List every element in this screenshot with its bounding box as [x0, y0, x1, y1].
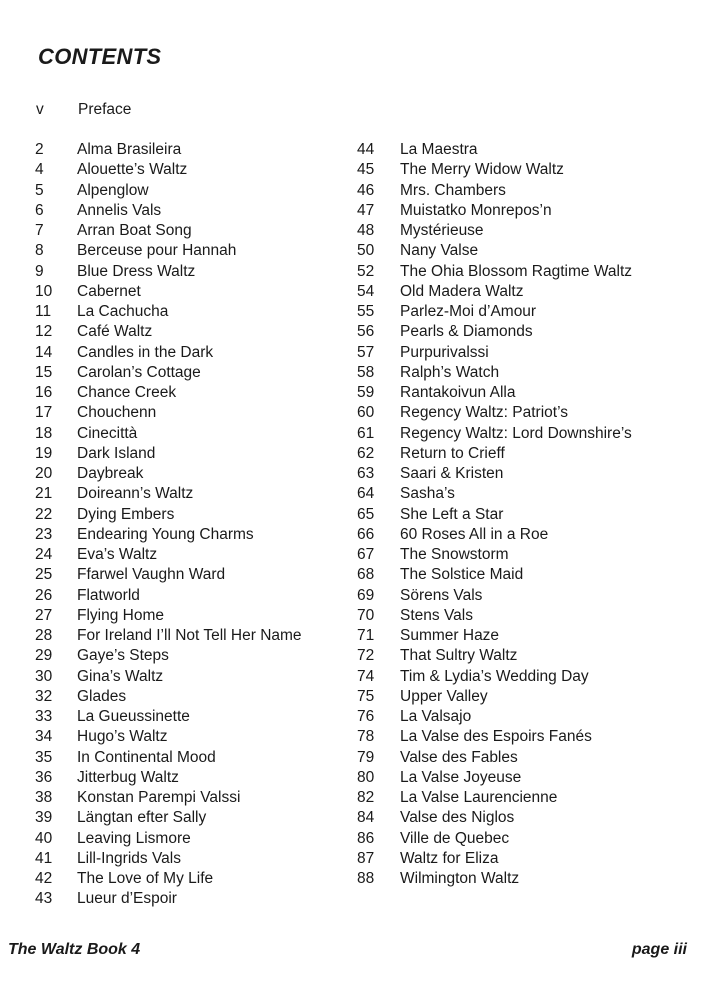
tune-title: Preface [78, 101, 132, 118]
page-number: 88 [357, 870, 375, 887]
page-number: 34 [35, 728, 53, 746]
tune-title: Old Madera Waltz [400, 282, 524, 300]
page-number: 25 [35, 566, 53, 584]
page-number: 48 [357, 222, 375, 239]
page-number: 46 [357, 181, 375, 199]
tune-title: The Love of My Life [77, 870, 214, 887]
tune-title: Ville de Quebec [400, 829, 510, 847]
tune-title: Alouette’s Waltz [77, 161, 188, 179]
page-number: 55 [357, 303, 375, 320]
page-number: 36 [35, 768, 53, 786]
page-number: 44 [357, 141, 375, 158]
tune-title: The Solstice Maid [400, 566, 524, 584]
page-number: 29 [35, 647, 53, 665]
page-number: 21 [35, 485, 53, 503]
tune-title: Café Waltz [77, 323, 153, 341]
page-number: 74 [357, 667, 375, 685]
tune-title: Konstan Parempi Valssi [77, 789, 241, 806]
page-number: 69 [357, 586, 375, 604]
page-number: 68 [357, 566, 375, 584]
page-number: 58 [357, 363, 375, 381]
tune-title: Mrs. Chambers [400, 181, 506, 199]
page-number: 50 [357, 242, 375, 260]
page-number: 57 [357, 343, 375, 361]
tune-title: Ralph’s Watch [400, 363, 500, 381]
tune-title: Eva’s Waltz [77, 546, 158, 563]
tune-title: Purpurivalssi [400, 343, 489, 361]
tune-title: Ffarwel Vaughn Ward [77, 566, 226, 584]
page-number: 28 [35, 627, 53, 644]
page-number: 70 [357, 606, 375, 624]
page-number: v [36, 101, 44, 118]
tune-title: Nany Valse [400, 242, 479, 260]
page-number: 76 [357, 708, 375, 725]
page-number: 17 [35, 404, 53, 422]
page-number: 24 [35, 546, 53, 563]
tune-title: Arran Boat Song [77, 222, 192, 239]
page-number: 14 [35, 343, 53, 361]
page-number: 60 [357, 404, 375, 422]
page-number: 16 [35, 384, 53, 401]
tune-title: Lill-Ingrids Vals [77, 849, 181, 867]
tune-title: Glades [77, 687, 127, 705]
tune-title: Längtan efter Sally [77, 809, 207, 827]
tune-title: La Gueussinette [77, 708, 190, 725]
tune-title: Stens Vals [400, 606, 473, 624]
page-number: 67 [357, 546, 375, 563]
page-number: 7 [35, 222, 44, 239]
page-number: 23 [35, 525, 53, 543]
page-number: 20 [35, 465, 53, 482]
tune-title: Alma Brasileira [77, 141, 182, 158]
tune-title: La Cachucha [77, 303, 169, 320]
page-number: 38 [35, 789, 53, 806]
tune-title: Carolan’s Cottage [77, 363, 201, 381]
tune-title: Wilmington Waltz [400, 870, 520, 887]
page-number: 84 [357, 809, 375, 827]
page-number: 30 [35, 667, 53, 685]
tune-title: Saari & Kristen [400, 465, 504, 482]
tune-title: La Valse Joyeuse [400, 768, 522, 786]
tune-title: Sörens Vals [400, 586, 483, 604]
book-title: The Waltz Book 4 [8, 941, 141, 958]
tune-title: Berceuse pour Hannah [77, 242, 237, 260]
tune-title: La Valse des Espoirs Fanés [400, 728, 592, 746]
tune-title: Dying Embers [77, 505, 175, 523]
tune-title: Chance Creek [77, 384, 177, 401]
page-number: 40 [35, 829, 53, 847]
tune-title: Parlez-Moi d’Amour [400, 303, 537, 320]
page-number: 56 [357, 323, 375, 341]
page-number: 15 [35, 363, 53, 381]
tune-title: Flatworld [77, 586, 140, 604]
tune-title: La Valsajo [400, 708, 472, 725]
page-number: 12 [35, 323, 53, 341]
tune-title: Flying Home [77, 606, 164, 624]
tune-title: Return to Crieff [400, 444, 505, 462]
tune-title: Cinecittà [77, 424, 138, 442]
tune-title: Leaving Lismore [77, 829, 191, 847]
page-number: 54 [357, 282, 375, 300]
tune-title: Dark Island [77, 444, 156, 462]
page-number: 75 [357, 687, 375, 705]
tune-title: La Valse Laurencienne [400, 789, 558, 806]
tune-title: Annelis Vals [77, 201, 162, 219]
page-number: 62 [357, 444, 375, 462]
tune-title: Tim & Lydia’s Wedding Day [400, 667, 589, 685]
tune-title: Candles in the Dark [77, 343, 214, 361]
page-number: 82 [357, 789, 375, 806]
page-number: 71 [357, 627, 375, 644]
tune-title: Chouchenn [77, 404, 157, 422]
tune-title: Waltz for Eliza [400, 849, 499, 867]
tune-title: Daybreak [77, 465, 144, 482]
page-number: 86 [357, 829, 375, 847]
tune-title: La Maestra [400, 141, 478, 158]
page-number: 63 [357, 465, 375, 482]
page-number: 18 [35, 424, 53, 442]
page-number: 33 [35, 708, 53, 725]
page-number: 35 [35, 748, 53, 766]
page-number: 45 [357, 161, 375, 179]
page-number: 26 [35, 586, 53, 604]
page-number: 2 [35, 141, 44, 158]
page-number: 42 [35, 870, 53, 887]
page-number: 6 [35, 201, 44, 219]
page-number: 27 [35, 606, 53, 624]
page-number: 59 [357, 384, 375, 401]
tune-title: Muistatko Monrepos’n [400, 201, 552, 219]
tune-title: Valse des Fables [400, 748, 518, 766]
page-number: 87 [357, 849, 375, 867]
page-number: 64 [357, 485, 375, 503]
tune-title: Regency Waltz: Lord Downshire’s [400, 424, 632, 442]
tune-title: Gaye’s Steps [77, 647, 169, 665]
tune-title: The Ohia Blossom Ragtime Waltz [400, 262, 633, 280]
page-number: 19 [35, 444, 53, 462]
page-number: 78 [357, 728, 375, 746]
page-number: 43 [35, 890, 53, 908]
page-number: 22 [35, 505, 53, 523]
tune-title: Rantakoivun Alla [400, 384, 516, 401]
page-number: 41 [35, 849, 53, 867]
page-number: 65 [357, 505, 375, 523]
tune-title: Gina’s Waltz [77, 667, 164, 685]
tune-title: Valse des Niglos [400, 809, 515, 827]
page-number: 79 [357, 748, 375, 766]
tune-title: Regency Waltz: Patriot’s [400, 404, 568, 422]
page-number: 9 [35, 262, 44, 280]
page-title: CONTENTS [38, 44, 162, 69]
tune-title: Hugo’s Waltz [77, 728, 168, 746]
page-number: 47 [357, 201, 375, 219]
tune-title: The Merry Widow Waltz [400, 161, 564, 179]
tune-title: Doireann’s Waltz [77, 485, 194, 503]
page-number: 8 [35, 242, 44, 260]
page-number: 5 [35, 181, 44, 199]
tune-title: 60 Roses All in a Roe [400, 525, 549, 543]
page-number: 80 [357, 768, 375, 786]
page-number: 11 [35, 303, 52, 320]
tune-title: Alpenglow [77, 181, 149, 199]
page-number: 10 [35, 282, 53, 300]
page-number: 66 [357, 525, 375, 543]
tune-title: Upper Valley [400, 687, 488, 705]
page-number: 52 [357, 262, 375, 280]
tune-title: Mystérieuse [400, 222, 484, 239]
page-number: 32 [35, 687, 53, 705]
page-number: 61 [357, 424, 375, 442]
tune-title: In Continental Mood [77, 748, 216, 766]
tune-title: Sasha’s [400, 485, 455, 503]
tune-title: Endearing Young Charms [77, 525, 254, 543]
page-number: 4 [35, 161, 44, 179]
tune-title: The Snowstorm [400, 546, 509, 563]
tune-title: Cabernet [77, 282, 141, 300]
tune-title: She Left a Star [400, 505, 504, 523]
page-number: 72 [357, 647, 375, 665]
tune-title: For Ireland I’ll Not Tell Her Name [77, 627, 302, 644]
tune-title: Jitterbug Waltz [77, 768, 179, 786]
tune-title: That Sultry Waltz [400, 647, 518, 665]
tune-title: Lueur d’Espoir [77, 890, 177, 908]
page-number: 39 [35, 809, 53, 827]
tune-title: Blue Dress Waltz [77, 262, 196, 280]
tune-title: Pearls & Diamonds [400, 323, 533, 341]
page-label: page iii [631, 941, 687, 958]
tune-title: Summer Haze [400, 627, 500, 644]
